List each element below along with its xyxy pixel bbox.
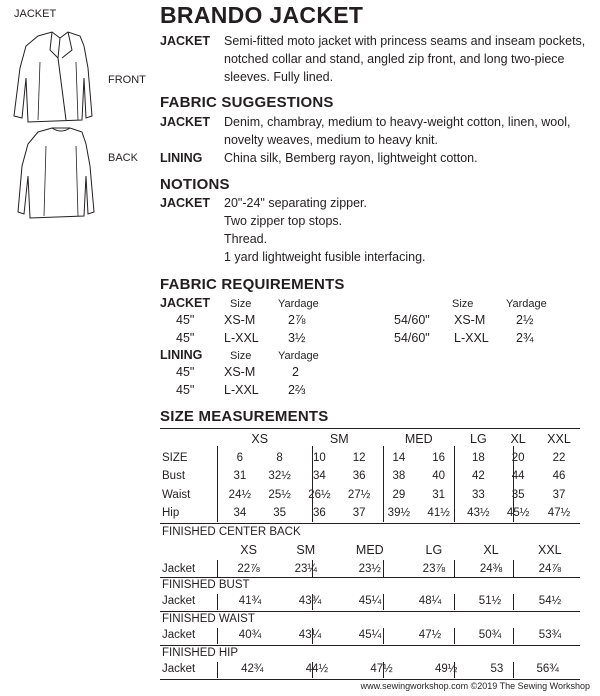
column-rule <box>217 594 218 610</box>
column-rule <box>383 446 384 522</box>
notions-heading: NOTIONS <box>160 176 230 193</box>
cell: 6 <box>236 451 244 464</box>
cell: 48¼ <box>418 595 442 608</box>
cell: 32½ <box>268 470 291 483</box>
notion-item: 20"-24" separating zipper. <box>224 196 367 210</box>
fabric-jacket-text <box>224 113 570 149</box>
column-rule <box>312 560 313 577</box>
cell: 23¼ <box>294 562 317 575</box>
cell: 47½ <box>418 629 442 642</box>
finished-hip-heading: FINISHED HIP <box>162 647 239 659</box>
notion-item: Thread. <box>224 232 268 246</box>
table-row <box>160 592 580 611</box>
notion-item: 1 yard lightweight fusible interfacing. <box>224 250 426 264</box>
cell: 42 <box>471 470 485 483</box>
column-rule <box>513 628 514 644</box>
req-lining-size-header: Size <box>230 350 252 362</box>
notions-list <box>224 194 426 266</box>
cell: 37 <box>352 507 366 520</box>
cell: 43½ <box>467 507 490 520</box>
cell: 16 <box>432 451 446 464</box>
size-name: XS <box>240 543 257 558</box>
size-name: XXL <box>537 543 562 558</box>
cell: 22⅞ <box>237 562 260 575</box>
cell: 49½ <box>434 663 458 676</box>
req-jacket-label: JACKET <box>160 296 211 310</box>
finished-bust-heading: FINISHED BUST <box>162 579 250 591</box>
req-lining-yardage: 2⅔ <box>288 383 306 397</box>
column-rule <box>217 560 218 577</box>
req-jacket-width: 45" <box>176 313 195 327</box>
cell: 43¾ <box>298 595 322 608</box>
column-rule <box>454 628 455 644</box>
column-rule <box>217 662 218 678</box>
footer-copyright: www.sewingworkshop.com ©2019 The Sewing Workshop <box>360 681 590 691</box>
cell: 54½ <box>538 595 562 608</box>
size-header-row <box>160 430 580 449</box>
cell: 42¾ <box>241 663 264 676</box>
cell: 20 <box>511 451 525 464</box>
req-jacket-yardage: 2⅞ <box>288 313 306 327</box>
cell: 22 <box>552 451 566 464</box>
fabric-jacket-label: JACKET <box>160 115 211 129</box>
finished-waist-heading: FINISHED WAIST <box>162 613 255 625</box>
cell: 40¾ <box>238 629 262 642</box>
req-jacket-yardage: 3½ <box>288 331 306 345</box>
req-jacket-width: 45" <box>176 331 195 345</box>
cell: 53 <box>490 663 504 676</box>
req-lining-width: 45" <box>176 383 195 397</box>
finished-bust-table <box>160 592 580 611</box>
column-rule <box>513 560 514 577</box>
finished-waist-table <box>160 626 580 645</box>
req-jacket-width-right: 54/60" <box>394 331 430 345</box>
cell: 31 <box>432 488 446 501</box>
fabric-jacket-line: Denim, chambray, medium to heavy-weight cotton, linen, wool, <box>224 115 571 129</box>
column-rule <box>383 662 384 678</box>
size-name: MED <box>404 432 433 447</box>
row-label: Bust <box>162 470 186 483</box>
cell: 26½ <box>308 488 331 501</box>
size-measurements-heading: SIZE MEASUREMENTS <box>160 408 329 425</box>
jacket-front-drawing <box>0 28 110 128</box>
cell: 23⅞ <box>422 562 446 575</box>
cell: 38 <box>392 470 406 483</box>
cell: 53¾ <box>538 629 562 642</box>
cell: 39½ <box>387 507 411 520</box>
cell: 41¾ <box>238 595 262 608</box>
body-size-table <box>160 430 580 523</box>
req-lining-size: XS-M <box>224 365 256 379</box>
req-lining-yardage: 2 <box>292 365 299 379</box>
size-name: MED <box>355 543 384 558</box>
req-jacket-size-right: L-XXL <box>454 331 489 345</box>
table-row <box>160 560 580 579</box>
cell: 46 <box>552 470 566 483</box>
cell: 44½ <box>305 663 329 676</box>
section-rule <box>160 577 580 578</box>
cell: 45½ <box>506 507 530 520</box>
req-jacket-size: L-XXL <box>224 331 259 345</box>
cell: 36 <box>352 470 366 483</box>
cell: 47½ <box>547 507 571 520</box>
cell: 35 <box>511 488 525 501</box>
req-jacket-size: XS-M <box>224 313 256 327</box>
cell: 41½ <box>427 507 450 520</box>
size-name: XXL <box>547 432 571 447</box>
description-text <box>224 32 585 86</box>
req-lining-width: 45" <box>176 365 195 379</box>
table-row <box>160 626 580 645</box>
section-rule <box>160 645 580 646</box>
column-rule <box>312 628 313 644</box>
cell: 43¼ <box>298 629 322 642</box>
row-label: SIZE <box>162 451 188 464</box>
column-rule <box>312 446 313 522</box>
fabric-requirements-heading: FABRIC REQUIREMENTS <box>160 276 345 293</box>
req-yardage-header: Yardage <box>278 298 319 310</box>
column-rule <box>217 628 218 644</box>
table-bottom-rule <box>160 679 580 680</box>
cell: 56¾ <box>536 663 559 676</box>
size-name: SM <box>329 432 349 447</box>
size-name: LG <box>425 543 443 558</box>
column-rule <box>513 662 514 678</box>
cell: 45¼ <box>358 629 382 642</box>
jacket-back-drawing <box>0 126 110 226</box>
description-line: Semi-fitted moto jacket with princess seams and inseam pockets, <box>224 34 586 48</box>
cell: 36 <box>312 507 326 520</box>
table-row <box>160 486 580 505</box>
req-jacket-width-right: 54/60" <box>394 313 430 327</box>
column-rule <box>383 594 384 610</box>
page-title: BRANDO JACKET <box>160 2 364 28</box>
cell: 24⅜ <box>479 562 503 575</box>
cell: 14 <box>392 451 406 464</box>
fabric-jacket-line: novelty weaves, medium to heavy knit. <box>224 133 438 147</box>
cell: 27½ <box>347 488 371 501</box>
column-rule <box>312 594 313 610</box>
cell: 12 <box>352 451 366 464</box>
cell: 40 <box>432 470 446 483</box>
front-view-label: FRONT <box>108 74 146 86</box>
row-label: Hip <box>162 507 180 520</box>
size-name: XS <box>251 432 269 447</box>
table-row <box>160 504 580 523</box>
finished-hip-table <box>160 660 580 679</box>
column-rule <box>217 446 218 522</box>
cell: 34 <box>233 507 247 520</box>
description-line: notched collar and stand, angled zip front, and long two-piece <box>224 52 565 66</box>
finished-center-back-table <box>160 541 580 578</box>
fabric-suggestions-heading: FABRIC SUGGESTIONS <box>160 94 334 111</box>
table-row <box>160 449 580 468</box>
notions-label: JACKET <box>160 196 211 210</box>
column-rule <box>454 594 455 610</box>
req-lining-label: LINING <box>160 348 203 362</box>
size-name: LG <box>470 432 487 447</box>
cell: 44 <box>511 470 525 483</box>
cell: 35 <box>273 507 287 520</box>
column-rule <box>454 446 455 522</box>
column-rule <box>454 662 455 678</box>
cell: 47½ <box>370 663 393 676</box>
cell: 10 <box>312 451 326 464</box>
column-rule <box>312 662 313 678</box>
req-lining-yardage-header: Yardage <box>278 350 319 362</box>
column-rule <box>383 560 384 577</box>
column-rule <box>454 560 455 577</box>
row-label: Jacket <box>162 663 196 676</box>
cell: 18 <box>471 451 485 464</box>
req-jacket-size-right: XS-M <box>454 313 486 327</box>
req-lining-size: L-XXL <box>224 383 259 397</box>
section-rule <box>160 611 580 612</box>
size-name: XL <box>483 543 499 558</box>
cell: 24⅞ <box>538 562 561 575</box>
req-jacket-yardage-right: 2½ <box>516 313 534 327</box>
finished-center-back-heading: FINISHED CENTER BACK <box>162 526 301 538</box>
cell: 50¾ <box>478 629 502 642</box>
table-top-rule <box>160 428 580 429</box>
section-rule <box>160 523 580 524</box>
cell: 33 <box>471 488 485 501</box>
notion-item: Two zipper top stops. <box>224 214 343 228</box>
size-header-row <box>160 541 580 560</box>
cell: 45¼ <box>358 595 382 608</box>
row-label: Waist <box>162 488 191 501</box>
description-label: JACKET <box>160 34 211 48</box>
cell: 34 <box>312 470 326 483</box>
column-rule <box>513 594 514 610</box>
table-row <box>160 660 580 679</box>
fabric-lining-label: LINING <box>160 151 203 165</box>
req-jacket-yardage-right: 2¾ <box>516 331 534 345</box>
req-size-header: Size <box>230 298 252 310</box>
cell: 23½ <box>358 562 381 575</box>
cell: 8 <box>276 451 283 464</box>
column-rule <box>513 446 514 522</box>
row-label: Jacket <box>162 595 196 608</box>
row-label: Jacket <box>162 629 196 642</box>
cell: 29 <box>392 488 406 501</box>
cell: 51½ <box>478 595 502 608</box>
table-row <box>160 467 580 486</box>
column-rule <box>383 628 384 644</box>
req-size-header-right: Size <box>452 298 474 310</box>
req-yardage-header-right: Yardage <box>506 298 547 310</box>
fabric-lining-text: China silk, Bemberg rayon, lightweight cotton. <box>224 151 478 165</box>
size-name: SM <box>296 543 316 558</box>
description-line: sleeves. Fully lined. <box>224 70 334 84</box>
back-view-label: BACK <box>108 152 138 164</box>
cell: 31 <box>233 470 247 483</box>
cell: 25½ <box>268 488 291 501</box>
size-name: XL <box>510 432 526 447</box>
cell: 24½ <box>228 488 252 501</box>
jacket-illustration-label: JACKET <box>14 8 57 20</box>
cell: 37 <box>552 488 566 501</box>
row-label: Jacket <box>162 562 196 575</box>
